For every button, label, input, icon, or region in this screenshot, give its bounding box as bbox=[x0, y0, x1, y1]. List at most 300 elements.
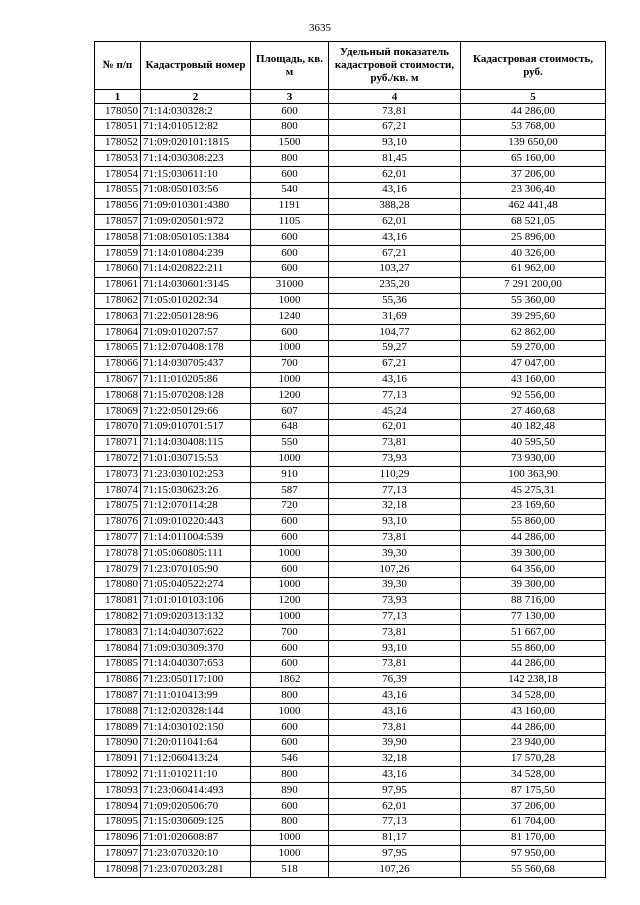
table-row bbox=[95, 340, 606, 356]
cadastral-cost-cell: 55 860,00 bbox=[461, 514, 606, 530]
unit-value-cell: 67,21 bbox=[329, 246, 461, 262]
cadastral-cost-cell: 68 521,05 bbox=[461, 214, 606, 230]
column-number-row bbox=[95, 90, 606, 104]
unit-value-cell: 59,27 bbox=[329, 340, 461, 356]
unit-value-cell: 77,13 bbox=[329, 609, 461, 625]
table-row bbox=[95, 135, 606, 151]
cadastral-number-cell: 71:09:010207:57 bbox=[141, 325, 251, 341]
row-number-cell: 178070 bbox=[95, 419, 141, 435]
cadastral-number-cell: 71:23:070203:281 bbox=[141, 862, 251, 878]
cadastral-cost-cell: 51 667,00 bbox=[461, 625, 606, 641]
cadastral-number-cell: 71:09:020313:132 bbox=[141, 609, 251, 625]
row-number-cell: 178080 bbox=[95, 577, 141, 593]
cadastral-number-cell: 71:01:010103:106 bbox=[141, 593, 251, 609]
row-number-cell: 178083 bbox=[95, 625, 141, 641]
cadastral-cost-cell: 40 326,00 bbox=[461, 246, 606, 262]
cadastral-cost-cell: 34 528,00 bbox=[461, 688, 606, 704]
column-number: 2 bbox=[141, 90, 251, 104]
unit-value-cell: 32,18 bbox=[329, 751, 461, 767]
cadastral-number-cell: 71:09:020501:972 bbox=[141, 214, 251, 230]
unit-value-cell: 55,36 bbox=[329, 293, 461, 309]
cadastral-cost-cell: 65 160,00 bbox=[461, 151, 606, 167]
cadastral-number-cell: 71:15:030609:125 bbox=[141, 814, 251, 830]
area-cell: 890 bbox=[251, 783, 329, 799]
row-number-cell: 178091 bbox=[95, 751, 141, 767]
table-row bbox=[95, 293, 606, 309]
table-row bbox=[95, 688, 606, 704]
unit-value-cell: 73,93 bbox=[329, 593, 461, 609]
cadastral-cost-cell: 25 896,00 bbox=[461, 230, 606, 246]
area-cell: 600 bbox=[251, 641, 329, 657]
table-row bbox=[95, 783, 606, 799]
table-row bbox=[95, 625, 606, 641]
cadastral-cost-cell: 92 556,00 bbox=[461, 388, 606, 404]
table-row bbox=[95, 167, 606, 183]
row-number-cell: 178074 bbox=[95, 483, 141, 499]
cadastral-cost-cell: 44 286,00 bbox=[461, 656, 606, 672]
cadastral-number-cell: 71:09:010701:517 bbox=[141, 419, 251, 435]
unit-value-cell: 77,13 bbox=[329, 388, 461, 404]
cadastral-cost-cell: 44 286,00 bbox=[461, 104, 606, 120]
row-number-cell: 178095 bbox=[95, 814, 141, 830]
area-cell: 31000 bbox=[251, 277, 329, 293]
row-number-cell: 178061 bbox=[95, 277, 141, 293]
cadastral-number-cell: 71:01:020608:87 bbox=[141, 830, 251, 846]
area-cell: 1000 bbox=[251, 704, 329, 720]
cadastral-cost-cell: 62 862,00 bbox=[461, 325, 606, 341]
cadastral-number-cell: 71:09:010220:443 bbox=[141, 514, 251, 530]
row-number-cell: 178086 bbox=[95, 672, 141, 688]
table-row bbox=[95, 419, 606, 435]
row-number-cell: 178069 bbox=[95, 404, 141, 420]
unit-value-cell: 39,30 bbox=[329, 577, 461, 593]
table-row bbox=[95, 151, 606, 167]
table-row bbox=[95, 261, 606, 277]
row-number-cell: 178064 bbox=[95, 325, 141, 341]
area-cell: 600 bbox=[251, 325, 329, 341]
table-row bbox=[95, 656, 606, 672]
area-cell: 600 bbox=[251, 562, 329, 578]
table-row bbox=[95, 814, 606, 830]
row-number-cell: 178066 bbox=[95, 356, 141, 372]
table-row bbox=[95, 641, 606, 657]
area-cell: 600 bbox=[251, 656, 329, 672]
cadastral-number-cell: 71:14:030328:2 bbox=[141, 104, 251, 120]
cadastral-number-cell: 71:12:060413:24 bbox=[141, 751, 251, 767]
area-cell: 600 bbox=[251, 104, 329, 120]
cadastral-cost-cell: 43 160,00 bbox=[461, 372, 606, 388]
cadastral-number-cell: 71:09:020101:1815 bbox=[141, 135, 251, 151]
row-number-cell: 178068 bbox=[95, 388, 141, 404]
cadastral-cost-cell: 55 860,00 bbox=[461, 641, 606, 657]
unit-value-cell: 110,29 bbox=[329, 467, 461, 483]
unit-value-cell: 93,10 bbox=[329, 135, 461, 151]
table-row bbox=[95, 467, 606, 483]
cadastral-cost-cell: 81 170,00 bbox=[461, 830, 606, 846]
cadastral-cost-cell: 45 275,31 bbox=[461, 483, 606, 499]
table-row bbox=[95, 672, 606, 688]
cadastral-number-cell: 71:23:070105:90 bbox=[141, 562, 251, 578]
area-cell: 700 bbox=[251, 356, 329, 372]
row-number-cell: 178092 bbox=[95, 767, 141, 783]
unit-value-cell: 107,26 bbox=[329, 862, 461, 878]
table-row bbox=[95, 198, 606, 214]
unit-value-cell: 62,01 bbox=[329, 799, 461, 815]
cadastral-cost-cell: 7 291 200,00 bbox=[461, 277, 606, 293]
cadastral-number-cell: 71:15:030623:26 bbox=[141, 483, 251, 499]
area-cell: 600 bbox=[251, 167, 329, 183]
table-row bbox=[95, 767, 606, 783]
cadastral-cost-cell: 87 175,50 bbox=[461, 783, 606, 799]
row-number-cell: 178071 bbox=[95, 435, 141, 451]
unit-value-cell: 43,16 bbox=[329, 767, 461, 783]
unit-value-cell: 62,01 bbox=[329, 419, 461, 435]
cadastral-cost-cell: 462 441,48 bbox=[461, 198, 606, 214]
table-row bbox=[95, 862, 606, 878]
unit-value-cell: 388,28 bbox=[329, 198, 461, 214]
cadastral-number-cell: 71:14:011004:539 bbox=[141, 530, 251, 546]
row-number-cell: 178096 bbox=[95, 830, 141, 846]
row-number-cell: 178059 bbox=[95, 246, 141, 262]
cadastral-number-cell: 71:14:040307:622 bbox=[141, 625, 251, 641]
unit-value-cell: 76,39 bbox=[329, 672, 461, 688]
header-row bbox=[95, 42, 606, 90]
row-number-cell: 178057 bbox=[95, 214, 141, 230]
unit-value-cell: 73,81 bbox=[329, 530, 461, 546]
area-cell: 1200 bbox=[251, 593, 329, 609]
row-number-cell: 178084 bbox=[95, 641, 141, 657]
cadastral-number-cell: 71:14:030601:3145 bbox=[141, 277, 251, 293]
row-number-cell: 178067 bbox=[95, 372, 141, 388]
area-cell: 800 bbox=[251, 151, 329, 167]
area-cell: 540 bbox=[251, 182, 329, 198]
unit-value-cell: 73,81 bbox=[329, 656, 461, 672]
header-cadastral-number: Кадастровый номер bbox=[141, 42, 251, 90]
cadastral-cost-cell: 39 300,00 bbox=[461, 546, 606, 562]
unit-value-cell: 43,16 bbox=[329, 688, 461, 704]
cadastral-cost-cell: 27 460,68 bbox=[461, 404, 606, 420]
cadastral-number-cell: 71:11:010413:99 bbox=[141, 688, 251, 704]
header-row-number: № п/п bbox=[95, 42, 141, 90]
table-row bbox=[95, 530, 606, 546]
unit-value-cell: 62,01 bbox=[329, 214, 461, 230]
table-row bbox=[95, 609, 606, 625]
row-number-cell: 178056 bbox=[95, 198, 141, 214]
header-cadastral-cost: Кадастровая стоимость, руб. bbox=[461, 42, 606, 90]
row-number-cell: 178088 bbox=[95, 704, 141, 720]
cadastral-number-cell: 71:12:020328:144 bbox=[141, 704, 251, 720]
area-cell: 1000 bbox=[251, 846, 329, 862]
cadastral-cost-cell: 88 716,00 bbox=[461, 593, 606, 609]
cadastral-cost-cell: 44 286,00 bbox=[461, 530, 606, 546]
table-row bbox=[95, 735, 606, 751]
table-row bbox=[95, 720, 606, 736]
cadastral-number-cell: 71:09:030309:370 bbox=[141, 641, 251, 657]
cadastral-value-table bbox=[94, 41, 606, 878]
area-cell: 910 bbox=[251, 467, 329, 483]
table-row bbox=[95, 182, 606, 198]
area-cell: 600 bbox=[251, 735, 329, 751]
cadastral-cost-cell: 43 160,00 bbox=[461, 704, 606, 720]
area-cell: 720 bbox=[251, 498, 329, 514]
unit-value-cell: 67,21 bbox=[329, 356, 461, 372]
area-cell: 600 bbox=[251, 246, 329, 262]
column-number: 4 bbox=[329, 90, 461, 104]
row-number-cell: 178076 bbox=[95, 514, 141, 530]
row-number-cell: 178094 bbox=[95, 799, 141, 815]
row-number-cell: 178077 bbox=[95, 530, 141, 546]
area-cell: 600 bbox=[251, 230, 329, 246]
area-cell: 1000 bbox=[251, 340, 329, 356]
cadastral-cost-cell: 100 363,90 bbox=[461, 467, 606, 483]
cadastral-cost-cell: 40 595,50 bbox=[461, 435, 606, 451]
unit-value-cell: 104,77 bbox=[329, 325, 461, 341]
unit-value-cell: 77,13 bbox=[329, 814, 461, 830]
page-number: 3635 bbox=[309, 22, 331, 34]
cadastral-number-cell: 71:14:030705:437 bbox=[141, 356, 251, 372]
row-number-cell: 178098 bbox=[95, 862, 141, 878]
cadastral-cost-cell: 34 528,00 bbox=[461, 767, 606, 783]
table-row bbox=[95, 246, 606, 262]
cadastral-number-cell: 71:08:050105:1384 bbox=[141, 230, 251, 246]
table-row bbox=[95, 562, 606, 578]
table-row bbox=[95, 230, 606, 246]
unit-value-cell: 93,10 bbox=[329, 641, 461, 657]
cadastral-cost-cell: 61 704,00 bbox=[461, 814, 606, 830]
area-cell: 600 bbox=[251, 261, 329, 277]
area-cell: 1105 bbox=[251, 214, 329, 230]
row-number-cell: 178089 bbox=[95, 720, 141, 736]
unit-value-cell: 235,20 bbox=[329, 277, 461, 293]
cadastral-cost-cell: 55 360,00 bbox=[461, 293, 606, 309]
area-cell: 1000 bbox=[251, 609, 329, 625]
unit-value-cell: 43,16 bbox=[329, 372, 461, 388]
area-cell: 800 bbox=[251, 767, 329, 783]
row-number-cell: 178062 bbox=[95, 293, 141, 309]
unit-value-cell: 73,81 bbox=[329, 435, 461, 451]
area-cell: 607 bbox=[251, 404, 329, 420]
cadastral-cost-cell: 37 206,00 bbox=[461, 799, 606, 815]
unit-value-cell: 43,16 bbox=[329, 230, 461, 246]
cadastral-number-cell: 71:23:060414:493 bbox=[141, 783, 251, 799]
cadastral-number-cell: 71:12:070408:178 bbox=[141, 340, 251, 356]
cadastral-number-cell: 71:15:030611:10 bbox=[141, 167, 251, 183]
area-cell: 800 bbox=[251, 814, 329, 830]
header-unit-value: Удельный показатель кадастровой стоимости, руб./кв. м bbox=[329, 42, 461, 90]
unit-value-cell: 81,17 bbox=[329, 830, 461, 846]
area-cell: 1000 bbox=[251, 372, 329, 388]
unit-value-cell: 39,90 bbox=[329, 735, 461, 751]
cadastral-cost-cell: 77 130,00 bbox=[461, 609, 606, 625]
cadastral-cost-cell: 37 206,00 bbox=[461, 167, 606, 183]
unit-value-cell: 43,16 bbox=[329, 704, 461, 720]
cadastral-cost-cell: 59 270,00 bbox=[461, 340, 606, 356]
row-number-cell: 178075 bbox=[95, 498, 141, 514]
table-row bbox=[95, 277, 606, 293]
unit-value-cell: 73,81 bbox=[329, 720, 461, 736]
unit-value-cell: 97,95 bbox=[329, 846, 461, 862]
row-number-cell: 178081 bbox=[95, 593, 141, 609]
area-cell: 546 bbox=[251, 751, 329, 767]
area-cell: 1000 bbox=[251, 293, 329, 309]
row-number-cell: 178090 bbox=[95, 735, 141, 751]
row-number-cell: 178065 bbox=[95, 340, 141, 356]
unit-value-cell: 107,26 bbox=[329, 562, 461, 578]
table-body bbox=[95, 90, 606, 878]
unit-value-cell: 39,30 bbox=[329, 546, 461, 562]
area-cell: 800 bbox=[251, 688, 329, 704]
table-row bbox=[95, 593, 606, 609]
cadastral-cost-cell: 142 238,18 bbox=[461, 672, 606, 688]
unit-value-cell: 73,81 bbox=[329, 104, 461, 120]
cadastral-cost-cell: 53 768,00 bbox=[461, 119, 606, 135]
table-row bbox=[95, 325, 606, 341]
cadastral-number-cell: 71:01:030715:53 bbox=[141, 451, 251, 467]
table-row bbox=[95, 704, 606, 720]
table-row bbox=[95, 546, 606, 562]
cadastral-number-cell: 71:05:010202:34 bbox=[141, 293, 251, 309]
row-number-cell: 178078 bbox=[95, 546, 141, 562]
area-cell: 1000 bbox=[251, 546, 329, 562]
table-row bbox=[95, 309, 606, 325]
row-number-cell: 178097 bbox=[95, 846, 141, 862]
row-number-cell: 178073 bbox=[95, 467, 141, 483]
cadastral-number-cell: 71:23:050117:100 bbox=[141, 672, 251, 688]
area-cell: 1500 bbox=[251, 135, 329, 151]
cadastral-number-cell: 71:05:060805:111 bbox=[141, 546, 251, 562]
unit-value-cell: 73,81 bbox=[329, 625, 461, 641]
cadastral-number-cell: 71:14:040307:653 bbox=[141, 656, 251, 672]
row-number-cell: 178055 bbox=[95, 182, 141, 198]
cadastral-cost-cell: 23 940,00 bbox=[461, 735, 606, 751]
table-row bbox=[95, 104, 606, 120]
cadastral-cost-cell: 40 182,48 bbox=[461, 419, 606, 435]
cadastral-cost-cell: 44 286,00 bbox=[461, 720, 606, 736]
row-number-cell: 178087 bbox=[95, 688, 141, 704]
row-number-cell: 178072 bbox=[95, 451, 141, 467]
unit-value-cell: 31,69 bbox=[329, 309, 461, 325]
cadastral-number-cell: 71:14:010512:82 bbox=[141, 119, 251, 135]
cadastral-cost-cell: 55 560,68 bbox=[461, 862, 606, 878]
cadastral-cost-cell: 61 962,00 bbox=[461, 261, 606, 277]
area-cell: 587 bbox=[251, 483, 329, 499]
row-number-cell: 178082 bbox=[95, 609, 141, 625]
area-cell: 648 bbox=[251, 419, 329, 435]
table-row bbox=[95, 799, 606, 815]
unit-value-cell: 97,95 bbox=[329, 783, 461, 799]
cadastral-number-cell: 71:14:010804:239 bbox=[141, 246, 251, 262]
cadastral-cost-cell: 23 306,40 bbox=[461, 182, 606, 198]
table-row bbox=[95, 119, 606, 135]
column-number: 3 bbox=[251, 90, 329, 104]
table-row bbox=[95, 372, 606, 388]
cadastral-number-cell: 71:20:011041:64 bbox=[141, 735, 251, 751]
table-row bbox=[95, 846, 606, 862]
row-number-cell: 178079 bbox=[95, 562, 141, 578]
unit-value-cell: 45,24 bbox=[329, 404, 461, 420]
cadastral-cost-cell: 39 295,60 bbox=[461, 309, 606, 325]
table-row bbox=[95, 388, 606, 404]
cadastral-cost-cell: 64 356,00 bbox=[461, 562, 606, 578]
table-row bbox=[95, 751, 606, 767]
table-row bbox=[95, 498, 606, 514]
cadastral-cost-cell: 97 950,00 bbox=[461, 846, 606, 862]
table-row bbox=[95, 577, 606, 593]
cadastral-number-cell: 71:22:050129:66 bbox=[141, 404, 251, 420]
row-number-cell: 178051 bbox=[95, 119, 141, 135]
row-number-cell: 178060 bbox=[95, 261, 141, 277]
table-row bbox=[95, 830, 606, 846]
column-number: 1 bbox=[95, 90, 141, 104]
table-row bbox=[95, 483, 606, 499]
unit-value-cell: 43,16 bbox=[329, 182, 461, 198]
unit-value-cell: 67,21 bbox=[329, 119, 461, 135]
cadastral-cost-cell: 73 930,00 bbox=[461, 451, 606, 467]
cadastral-number-cell: 71:14:030408:115 bbox=[141, 435, 251, 451]
cadastral-number-cell: 71:23:030102:253 bbox=[141, 467, 251, 483]
area-cell: 1191 bbox=[251, 198, 329, 214]
area-cell: 700 bbox=[251, 625, 329, 641]
cadastral-number-cell: 71:12:070114:28 bbox=[141, 498, 251, 514]
table-row bbox=[95, 404, 606, 420]
row-number-cell: 178063 bbox=[95, 309, 141, 325]
row-number-cell: 178058 bbox=[95, 230, 141, 246]
row-number-cell: 178093 bbox=[95, 783, 141, 799]
column-number: 5 bbox=[461, 90, 606, 104]
area-cell: 1000 bbox=[251, 830, 329, 846]
cadastral-number-cell: 71:09:010301:4380 bbox=[141, 198, 251, 214]
unit-value-cell: 77,13 bbox=[329, 483, 461, 499]
area-cell: 1000 bbox=[251, 451, 329, 467]
row-number-cell: 178050 bbox=[95, 104, 141, 120]
table-row bbox=[95, 435, 606, 451]
area-cell: 1862 bbox=[251, 672, 329, 688]
area-cell: 1240 bbox=[251, 309, 329, 325]
row-number-cell: 178085 bbox=[95, 656, 141, 672]
area-cell: 600 bbox=[251, 530, 329, 546]
cadastral-number-cell: 71:22:050128:96 bbox=[141, 309, 251, 325]
cadastral-cost-cell: 47 047,00 bbox=[461, 356, 606, 372]
cadastral-number-cell: 71:14:020822:211 bbox=[141, 261, 251, 277]
cadastral-cost-cell: 23 169,60 bbox=[461, 498, 606, 514]
unit-value-cell: 103,27 bbox=[329, 261, 461, 277]
header-area: Площадь, кв. м bbox=[251, 42, 329, 90]
cadastral-number-cell: 71:05:040522:274 bbox=[141, 577, 251, 593]
cadastral-number-cell: 71:08:050103:56 bbox=[141, 182, 251, 198]
table-row bbox=[95, 214, 606, 230]
unit-value-cell: 62,01 bbox=[329, 167, 461, 183]
area-cell: 1200 bbox=[251, 388, 329, 404]
area-cell: 800 bbox=[251, 119, 329, 135]
row-number-cell: 178054 bbox=[95, 167, 141, 183]
unit-value-cell: 73,93 bbox=[329, 451, 461, 467]
area-cell: 550 bbox=[251, 435, 329, 451]
area-cell: 600 bbox=[251, 514, 329, 530]
area-cell: 600 bbox=[251, 720, 329, 736]
cadastral-number-cell: 71:11:010205:86 bbox=[141, 372, 251, 388]
unit-value-cell: 93,10 bbox=[329, 514, 461, 530]
area-cell: 518 bbox=[251, 862, 329, 878]
cadastral-number-cell: 71:15:070208:128 bbox=[141, 388, 251, 404]
unit-value-cell: 32,18 bbox=[329, 498, 461, 514]
table-row bbox=[95, 514, 606, 530]
area-cell: 600 bbox=[251, 799, 329, 815]
cadastral-number-cell: 71:23:070320:10 bbox=[141, 846, 251, 862]
cadastral-number-cell: 71:14:030102:150 bbox=[141, 720, 251, 736]
cadastral-number-cell: 71:11:010211:10 bbox=[141, 767, 251, 783]
row-number-cell: 178052 bbox=[95, 135, 141, 151]
unit-value-cell: 81,45 bbox=[329, 151, 461, 167]
